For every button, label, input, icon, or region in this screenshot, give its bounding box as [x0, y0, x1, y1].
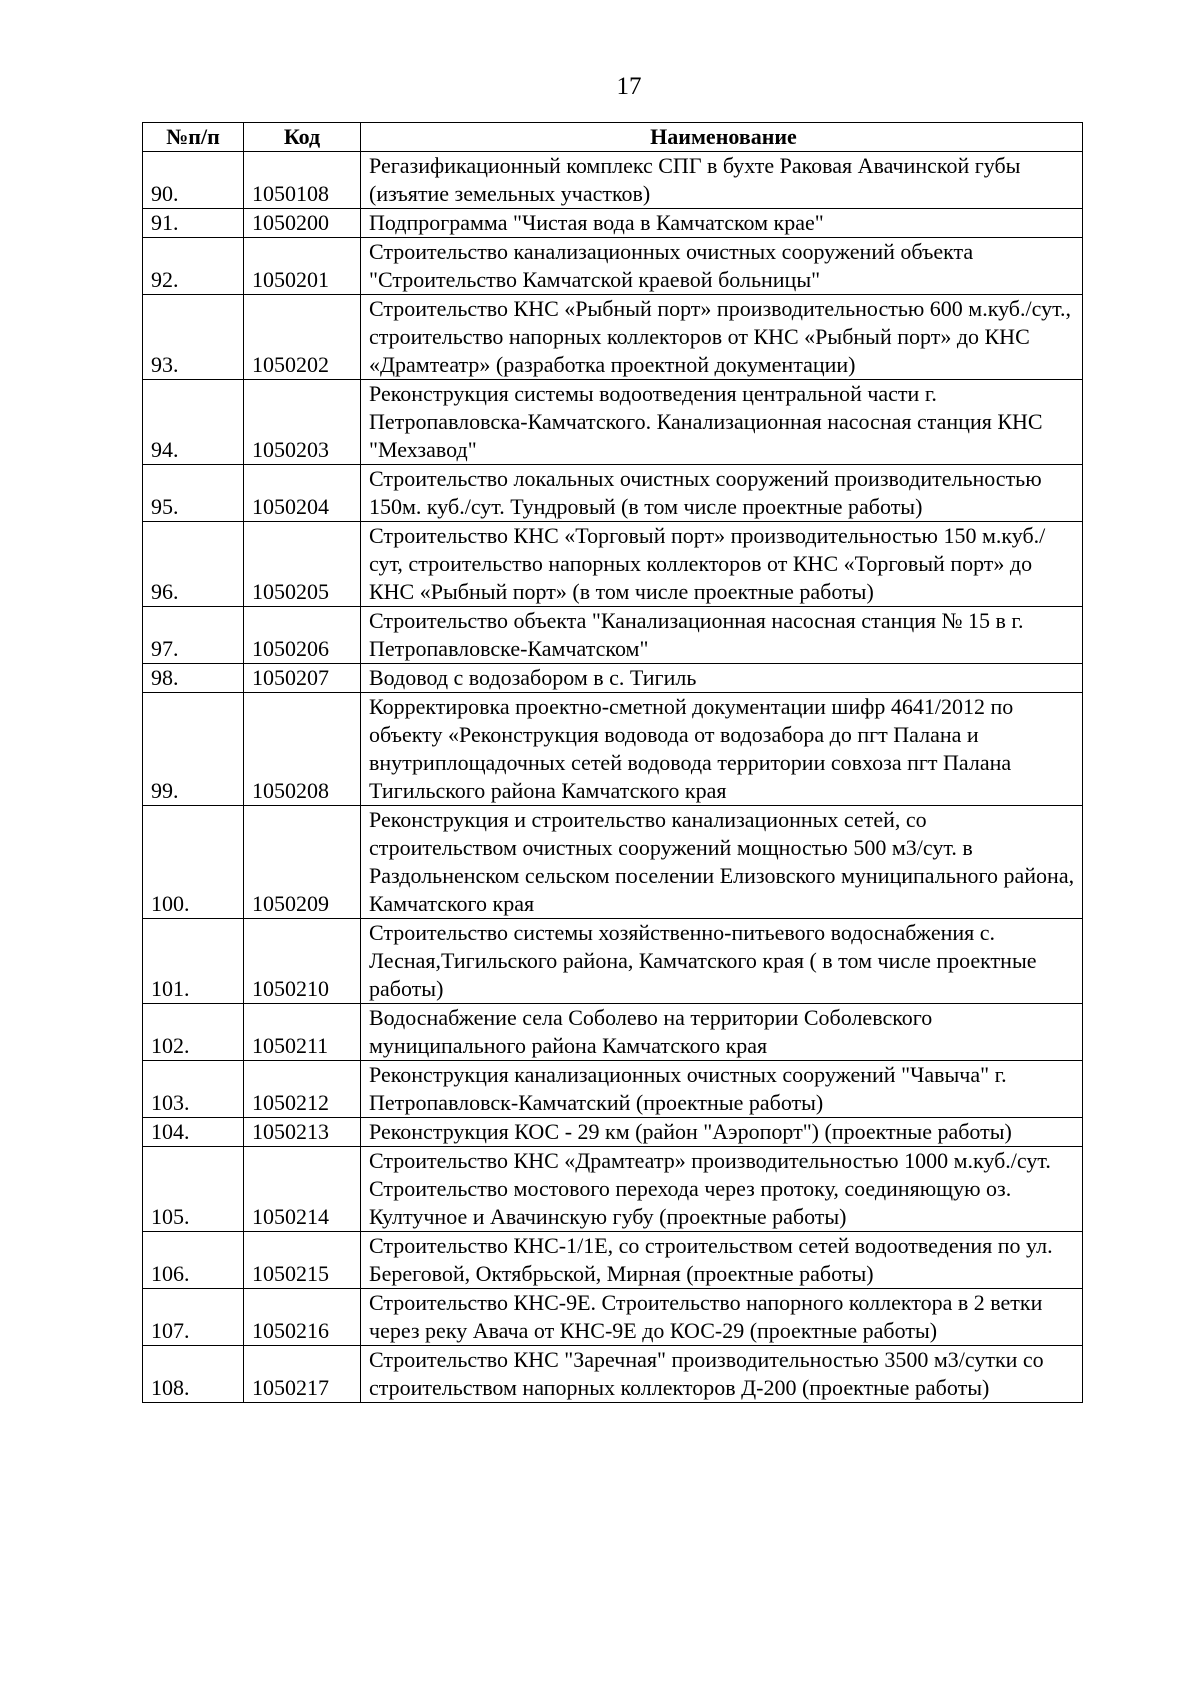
row-number: 92.: [143, 238, 244, 295]
row-number: 99.: [143, 693, 244, 806]
row-code: 1050213: [244, 1118, 361, 1147]
row-code: 1050201: [244, 238, 361, 295]
row-name: Корректировка проектно-сметной документации шифр 4641/2012 по объекту «Реконструкция водовода от водозабора до пгт Палана и внутриплощадочных сетей водовода территории совхоза пгт Палана Тигильского района Камчатского края: [361, 693, 1083, 806]
table-row: [143, 806, 1083, 919]
row-number: 103.: [143, 1061, 244, 1118]
table-row: [143, 238, 1083, 295]
row-code: 1050214: [244, 1147, 361, 1232]
table-row: [143, 209, 1083, 238]
row-number: 100.: [143, 806, 244, 919]
row-number: 97.: [143, 607, 244, 664]
row-name: Строительство канализационных очистных сооружений объекта "Строительство Камчатской краевой больницы": [361, 238, 1083, 295]
table-row: [143, 152, 1083, 209]
table-row: [143, 465, 1083, 522]
row-name: Строительство КНС-1/1Е, со строительством сетей водоотведения по ул. Береговой, Октябрьской, Мирная (проектные работы): [361, 1232, 1083, 1289]
table-row: [143, 1346, 1083, 1403]
row-name: Строительство КНС "Заречная" производительностью 3500 м3/сутки со строительством напорных коллекторов Д-200 (проектные работы): [361, 1346, 1083, 1403]
table-row: [143, 664, 1083, 693]
row-name: Строительство КНС «Драмтеатр» производительностью 1000 м.куб./сут. Строительство мостового перехода через протоку, соединяющую оз. Култучное и Авачинскую губу (проектные работы): [361, 1147, 1083, 1232]
row-number: 94.: [143, 380, 244, 465]
row-name: Строительство КНС «Торговый порт» производительностью 150 м.куб./сут, строительство напорных коллекторов от КНС «Торговый порт» до КНС «Рыбный порт» (в том числе проектные работы): [361, 522, 1083, 607]
row-code: 1050210: [244, 919, 361, 1004]
table-row: [143, 1004, 1083, 1061]
projects-table: [142, 122, 1083, 1403]
row-code: 1050200: [244, 209, 361, 238]
row-number: 93.: [143, 295, 244, 380]
row-code: 1050205: [244, 522, 361, 607]
header-num: №п/п: [143, 123, 244, 152]
row-code: 1050208: [244, 693, 361, 806]
row-name: Строительство системы хозяйственно-питьевого водоснабжения с. Лесная,Тигильского района, Камчатского края ( в том числе проектные работы): [361, 919, 1083, 1004]
row-name: Регазификационный комплекс СПГ в бухте Раковая Авачинской губы (изъятие земельных участков): [361, 152, 1083, 209]
row-code: 1050203: [244, 380, 361, 465]
row-number: 101.: [143, 919, 244, 1004]
row-number: 105.: [143, 1147, 244, 1232]
row-number: 91.: [143, 209, 244, 238]
row-code: 1050207: [244, 664, 361, 693]
table-row: [143, 1147, 1083, 1232]
row-name: Реконструкция системы водоотведения центральной части г. Петропавловска-Камчатского. Канализационная насосная станция КНС "Мехзавод": [361, 380, 1083, 465]
row-code: 1050211: [244, 1004, 361, 1061]
table-row: [143, 1061, 1083, 1118]
row-code: 1050215: [244, 1232, 361, 1289]
row-name: Строительство локальных очистных сооружений производительностью 150м. куб./сут. Тундровый (в том числе проектные работы): [361, 465, 1083, 522]
table-row: [143, 919, 1083, 1004]
row-code: 1050202: [244, 295, 361, 380]
row-name: Реконструкция канализационных очистных сооружений "Чавыча" г. Петропавловск-Камчатский (проектные работы): [361, 1061, 1083, 1118]
row-number: 102.: [143, 1004, 244, 1061]
row-name: Строительство КНС-9Е. Строительство напорного коллектора в 2 ветки через реку Авача от КНС-9Е до КОС-29 (проектные работы): [361, 1289, 1083, 1346]
table-header-row: [143, 123, 1083, 152]
row-name: Водоснабжение села Соболево на территории Соболевского муниципального района Камчатского края: [361, 1004, 1083, 1061]
table-row: [143, 295, 1083, 380]
table-body: [143, 152, 1083, 1403]
row-name: Подпрограмма "Чистая вода в Камчатском крае": [361, 209, 1083, 238]
row-name: Реконструкция и строительство канализационных сетей, со строительством очистных сооружений мощностью 500 м3/сут. в Раздольненском сельском поселении Елизовского муниципального района, Камчатского края: [361, 806, 1083, 919]
row-code: 1050209: [244, 806, 361, 919]
row-number: 108.: [143, 1346, 244, 1403]
row-code: 1050108: [244, 152, 361, 209]
table-row: [143, 522, 1083, 607]
row-code: 1050212: [244, 1061, 361, 1118]
row-code: 1050217: [244, 1346, 361, 1403]
row-name: Строительство объекта "Канализационная насосная станция № 15 в г. Петропавловске-Камчатском": [361, 607, 1083, 664]
table-row: [143, 693, 1083, 806]
row-number: 106.: [143, 1232, 244, 1289]
table-row: [143, 1232, 1083, 1289]
row-code: 1050216: [244, 1289, 361, 1346]
row-code: 1050206: [244, 607, 361, 664]
page-number: 17: [616, 73, 642, 100]
row-name: Реконструкция КОС - 29 км (район "Аэропорт") (проектные работы): [361, 1118, 1083, 1147]
header-code: Код: [244, 123, 361, 152]
row-number: 98.: [143, 664, 244, 693]
row-number: 107.: [143, 1289, 244, 1346]
row-name: Строительство КНС «Рыбный порт» производительностью 600 м.куб./сут., строительство напорных коллекторов от КНС «Рыбный порт» до КНС «Драмтеатр» (разработка проектной документации): [361, 295, 1083, 380]
row-number: 96.: [143, 522, 244, 607]
row-code: 1050204: [244, 465, 361, 522]
table-row: [143, 380, 1083, 465]
header-name: Наименование: [361, 123, 1083, 152]
row-number: 104.: [143, 1118, 244, 1147]
table-row: [143, 1289, 1083, 1346]
row-name: Водовод с водозабором в с. Тигиль: [361, 664, 1083, 693]
row-number: 90.: [143, 152, 244, 209]
table-row: [143, 607, 1083, 664]
table-row: [143, 1118, 1083, 1147]
row-number: 95.: [143, 465, 244, 522]
